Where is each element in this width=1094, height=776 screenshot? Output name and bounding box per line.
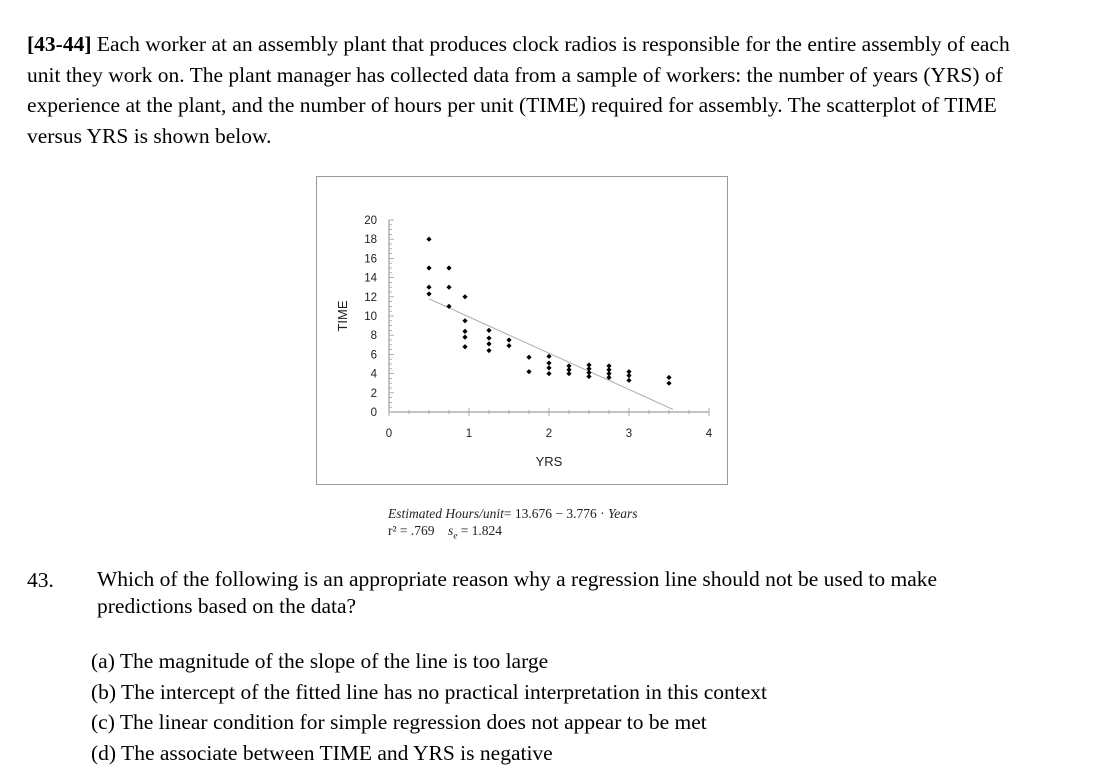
x-tick-label: 1 bbox=[465, 428, 473, 440]
data-point bbox=[546, 360, 551, 365]
data-point bbox=[426, 291, 431, 296]
r-squared: r² = .769 bbox=[388, 523, 435, 538]
data-point bbox=[506, 337, 511, 342]
data-point bbox=[462, 329, 467, 334]
answer-options bbox=[91, 646, 767, 768]
data-point bbox=[462, 344, 467, 349]
option-d[interactable]: (d) The associate between TIME and YRS is negative bbox=[91, 740, 553, 765]
data-point bbox=[506, 343, 511, 348]
y-tick-label: 18 bbox=[364, 234, 377, 247]
y-tick-label: 14 bbox=[364, 272, 377, 285]
x-tick-label: 2 bbox=[545, 428, 553, 440]
option-c[interactable]: (c) The linear condition for simple regression does not appear to be met bbox=[91, 710, 707, 734]
x-tick-label: 3 bbox=[625, 428, 633, 440]
data-point bbox=[626, 378, 631, 383]
y-tick-label: 6 bbox=[370, 349, 377, 362]
y-tick-label: 4 bbox=[370, 368, 377, 381]
y-tick-label: 20 bbox=[364, 215, 377, 227]
x-tick-label: 0 bbox=[385, 428, 393, 440]
regression-equation bbox=[388, 505, 638, 522]
y-tick-label: 16 bbox=[364, 253, 377, 266]
data-point bbox=[486, 341, 491, 346]
data-point bbox=[462, 335, 467, 340]
data-point bbox=[486, 348, 491, 353]
data-point bbox=[566, 371, 571, 376]
y-tick-label: 8 bbox=[370, 330, 377, 343]
y-tick-label: 10 bbox=[364, 311, 377, 323]
data-point bbox=[446, 285, 451, 290]
data-point bbox=[666, 381, 671, 386]
se-symbol: s bbox=[448, 523, 454, 538]
data-point bbox=[486, 335, 491, 340]
equation-label: Estimated Hours/unit bbox=[388, 506, 504, 521]
equation-variable: Years bbox=[608, 506, 638, 521]
data-point bbox=[426, 265, 431, 270]
data-point bbox=[546, 371, 551, 376]
question-number: 43. bbox=[27, 568, 54, 592]
regression-line bbox=[429, 299, 673, 410]
data-point bbox=[626, 373, 631, 378]
y-axis-title: TIME bbox=[335, 300, 350, 332]
problem-tag: [43-44] bbox=[27, 32, 92, 56]
option-a[interactable]: (a) The magnitude of the slope of the line is too large bbox=[91, 649, 549, 673]
data-point bbox=[666, 375, 671, 380]
data-point bbox=[526, 355, 531, 360]
data-point bbox=[586, 374, 591, 379]
equation-body: = 13.676 − 3.776 · bbox=[503, 506, 608, 521]
y-tick-label: 12 bbox=[364, 291, 377, 304]
data-point bbox=[462, 318, 467, 323]
data-point bbox=[526, 369, 531, 374]
option-b[interactable]: (b) The intercept of the fitted line has no practical interpretation in this context bbox=[91, 679, 768, 704]
y-tick-label: 0 bbox=[370, 407, 377, 419]
x-tick-label: 4 bbox=[705, 428, 713, 440]
y-tick-label: 2 bbox=[370, 387, 377, 400]
data-point bbox=[446, 265, 451, 270]
data-point bbox=[546, 365, 551, 370]
se-subscript: e bbox=[453, 530, 458, 541]
regression-output bbox=[388, 505, 638, 545]
data-point bbox=[426, 237, 431, 242]
data-point bbox=[426, 285, 431, 290]
scatterplot-figure bbox=[316, 176, 728, 485]
intro-text: Each worker at an assembly plant that produces clock radios is responsible for the entire assembly of each unit they work on. The plant manager has collected data from a sample of workers: the number of years (YRS) of experience at the plant, and the number of hours per unit (TIME) required for assembly. The scatterplot of TIME versus YRS is shown below. bbox=[27, 32, 1010, 148]
regression-fit-stats bbox=[388, 522, 638, 545]
x-axis-title: YRS bbox=[535, 454, 563, 469]
scatterplot-svg bbox=[317, 177, 727, 484]
question-text: Which of the following is an appropriate reason why a regression line should not be used to make predictions based on the data? bbox=[97, 567, 938, 618]
data-point bbox=[486, 328, 491, 333]
intro-paragraph bbox=[27, 29, 1037, 151]
se-value: = 1.824 bbox=[457, 523, 503, 538]
data-point bbox=[462, 294, 467, 299]
